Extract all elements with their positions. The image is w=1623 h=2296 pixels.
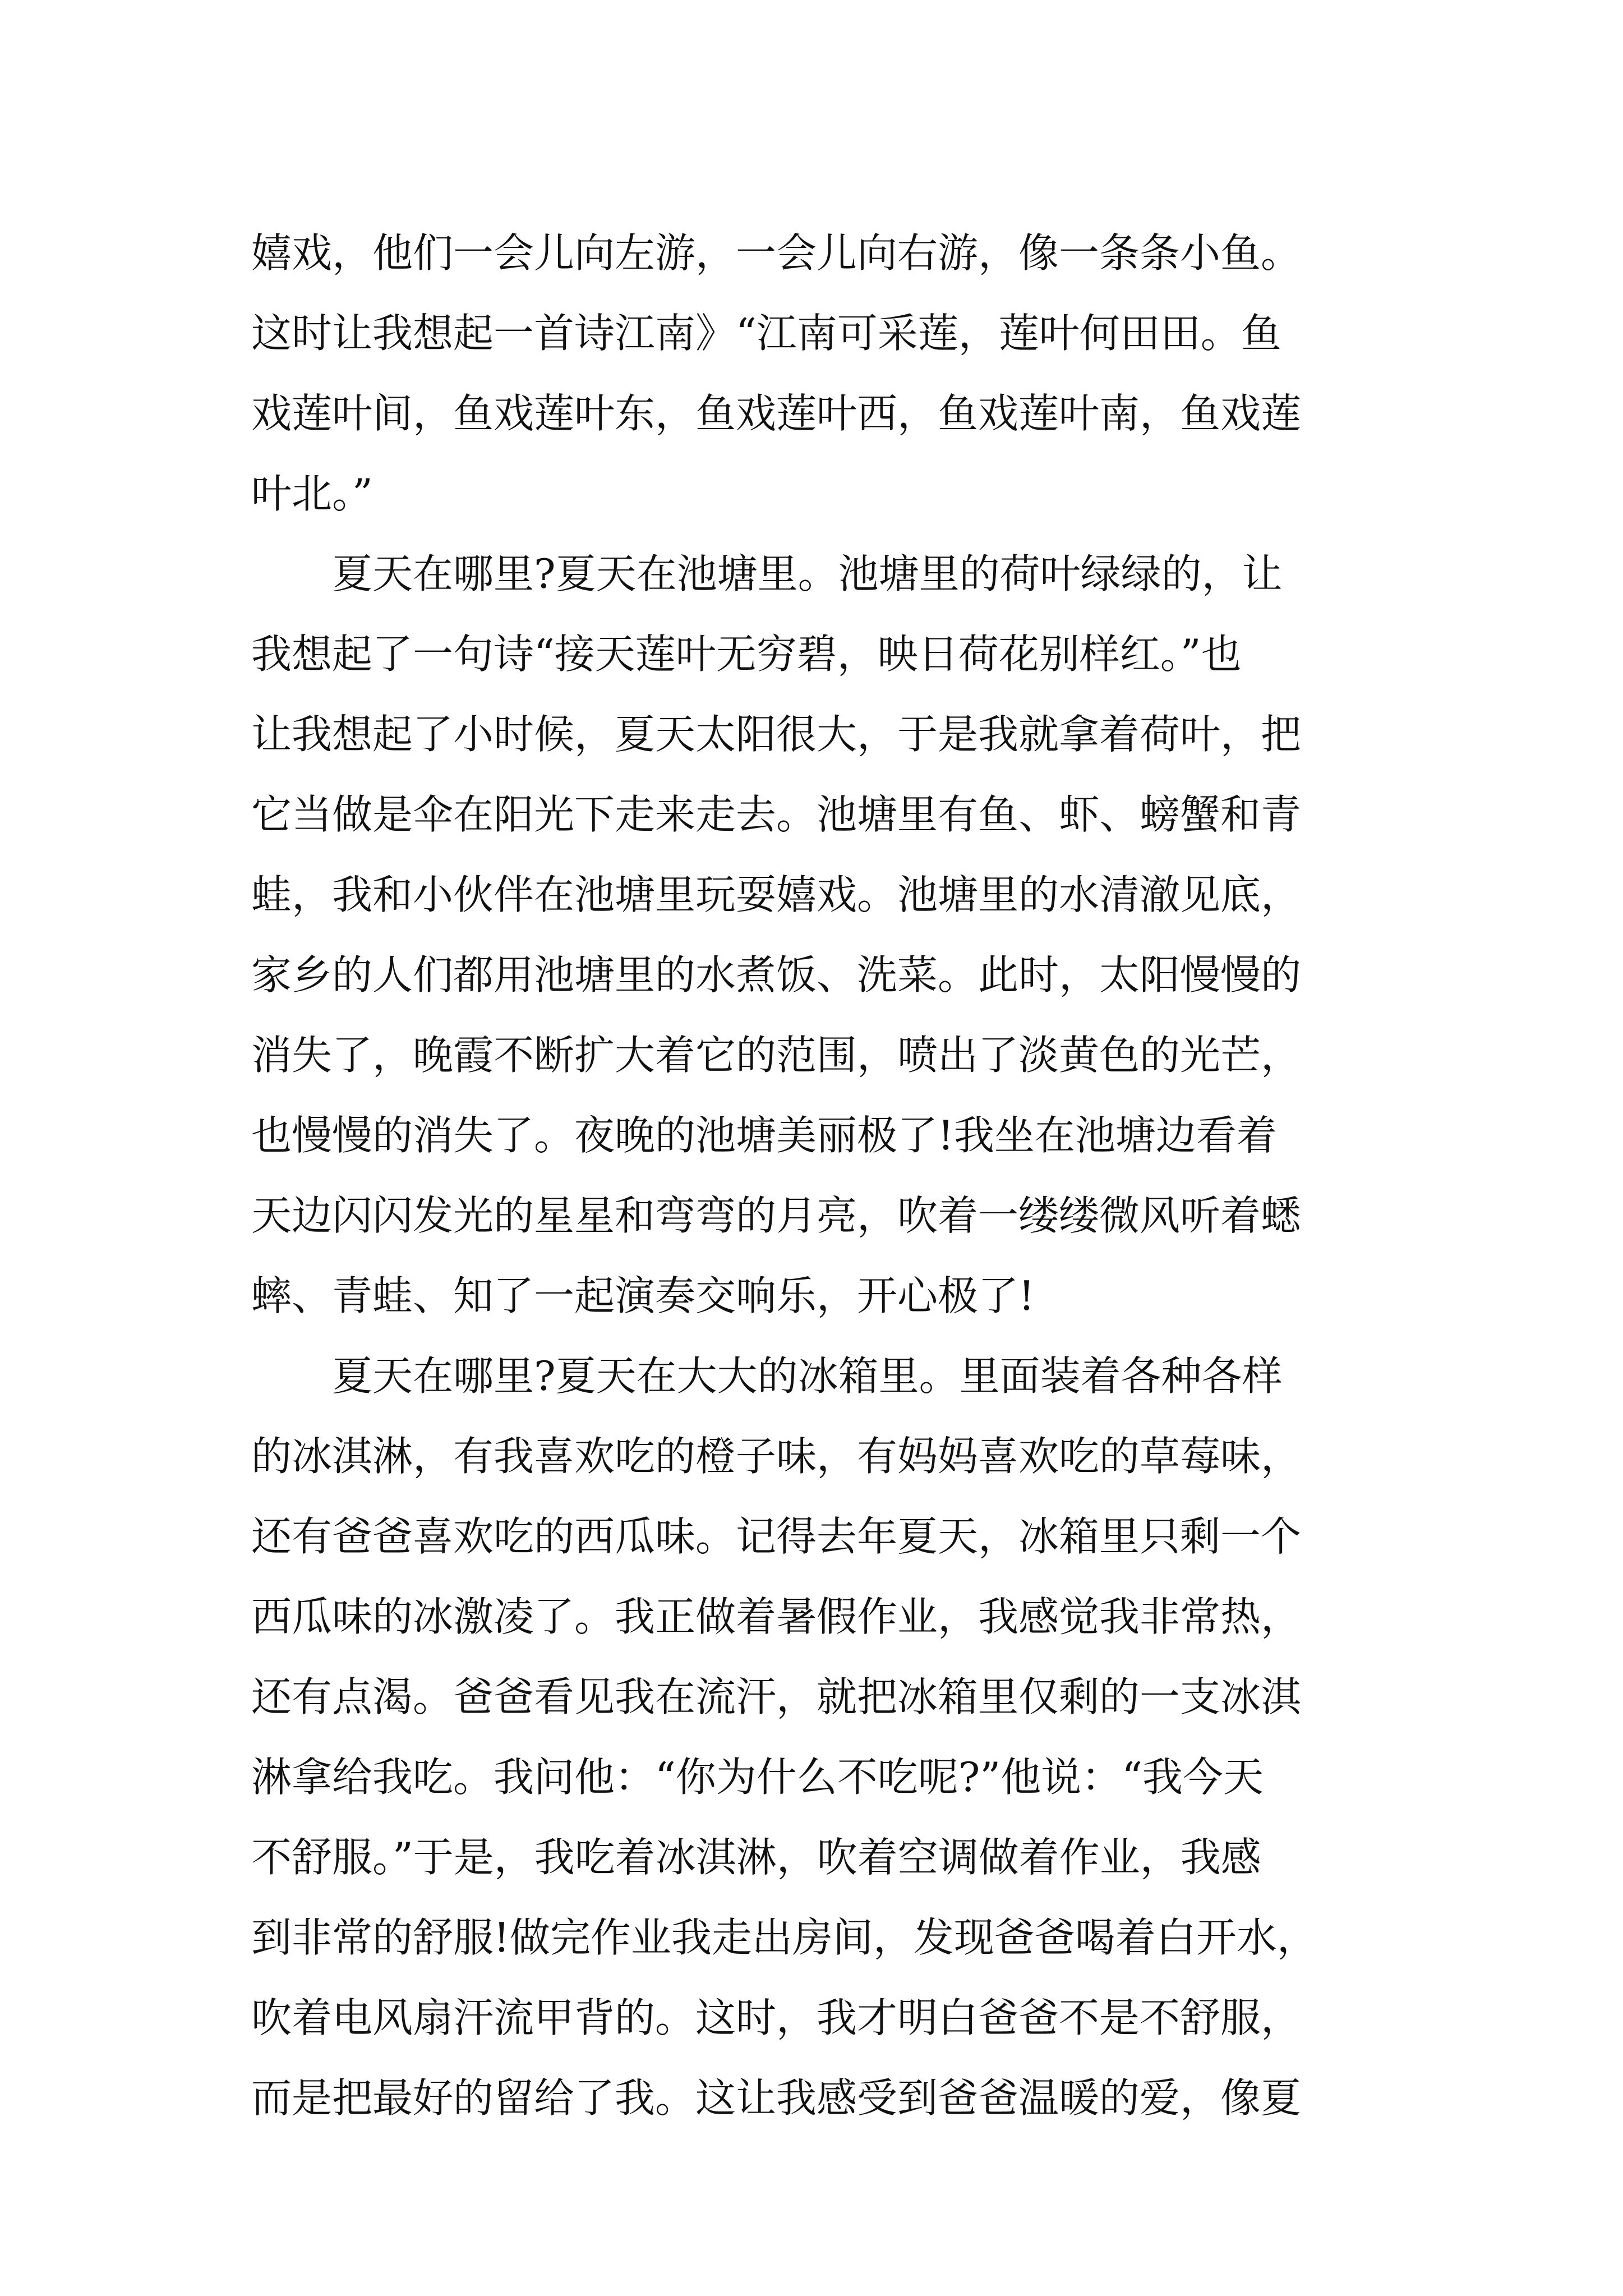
text-line: 叶北。” — [251, 470, 373, 517]
text-line: 吹着电风扇汗流甲背的。这时，我才明白爸爸不是不舒服， — [251, 1994, 1302, 2041]
text-line: 的冰淇淋，有我喜欢吃的橙子味，有妈妈喜欢吃的草莓味， — [251, 1433, 1302, 1480]
text-line: 也慢慢的消失了。夜晚的池塘美丽极了!我坐在池塘边看着 — [251, 1112, 1277, 1159]
paragraph-3 — [251, 1336, 1390, 2138]
text-line: 而是把最好的留给了我。这让我感受到爸爸温暖的爱，像夏 — [251, 2074, 1302, 2122]
paragraph-2 — [251, 534, 1390, 1336]
text-line: 淋拿给我吃。我问他：“你为什么不吃呢?”他说：“我今天 — [251, 1754, 1264, 1801]
text-line: 还有爸爸喜欢吃的西瓜味。记得去年夏天，冰箱里只剩一个 — [251, 1513, 1302, 1560]
text-line: 消失了，晚霞不断扩大着它的范围，喷出了淡黄色的光芒， — [251, 1032, 1302, 1079]
text-line: 让我想起了小时候，夏天太阳很大，于是我就拿着荷叶，把 — [251, 711, 1302, 758]
text-line: 不舒服。”于是，我吃着冰淇淋，吹着空调做着作业，我感 — [251, 1834, 1261, 1881]
text-line: 嬉戏，他们一会儿向左游，一会儿向右游，像一条条小鱼。 — [251, 229, 1302, 277]
text-line: 西瓜味的冰激凌了。我正做着暑假作业，我感觉我非常热， — [251, 1593, 1302, 1640]
text-line-indented: 夏天在哪里?夏天在大大的冰箱里。里面装着各种各样 — [332, 1352, 1283, 1400]
paragraph-1 — [251, 213, 1390, 534]
text-line: 它当做是伞在阳光下走来走去。池塘里有鱼、虾、螃蟹和青 — [251, 791, 1302, 838]
text-line: 这时让我想起一首诗江南》“江南可采莲，莲叶何田田。鱼 — [251, 310, 1281, 357]
text-line: 天边闪闪发光的星星和弯弯的月亮，吹着一缕缕微风听着蟋 — [251, 1192, 1302, 1239]
text-line-indented: 夏天在哪里?夏天在池塘里。池塘里的荷叶绿绿的，让 — [332, 550, 1283, 597]
text-line: 蛙，我和小伙伴在池塘里玩耍嬉戏。池塘里的水清澈见底， — [251, 871, 1302, 918]
essay-body — [251, 213, 1390, 2138]
text-line: 到非常的舒服!做完作业我走出房间，发现爸爸喝着白开水， — [251, 1914, 1317, 1961]
text-line: 戏莲叶间，鱼戏莲叶东，鱼戏莲叶西，鱼戏莲叶南，鱼戏莲 — [251, 390, 1302, 437]
text-line: 蟀、青蛙、知了一起演奏交响乐，开心极了! — [251, 1272, 1035, 1319]
text-line: 还有点渴。爸爸看见我在流汗，就把冰箱里仅剩的一支冰淇 — [251, 1673, 1302, 1720]
text-line: 我想起了一句诗“接天莲叶无穷碧，映日荷花别样红。”也 — [251, 631, 1242, 678]
text-line: 家乡的人们都用池塘里的水煮饭、洗菜。此时，太阳慢慢的 — [251, 951, 1302, 999]
